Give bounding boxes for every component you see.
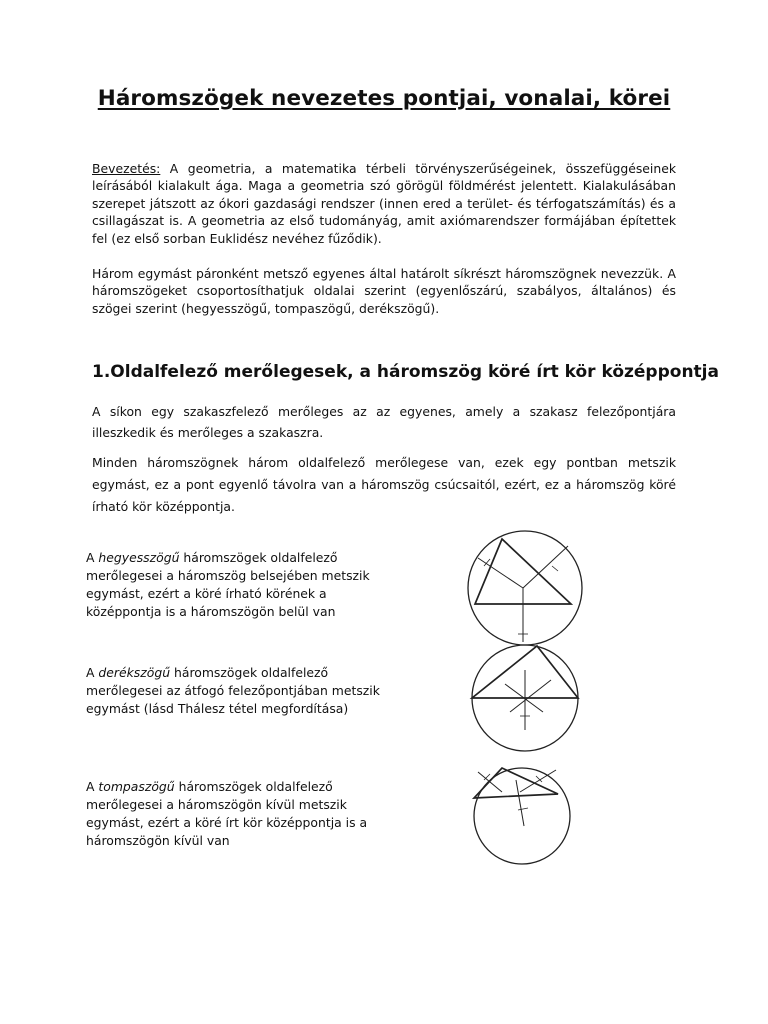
- page-title: Háromszögek nevezetes pontjai, vonalai, körei: [97, 86, 671, 111]
- bisector-line: [478, 558, 523, 588]
- obtuse-triangle-circumcircle-figure: [462, 762, 588, 866]
- circumcenter-paragraph: Minden háromszögnek három oldalfelező merőlegese van, ezek egy pontban metszik egymást, ez a pont egyenlő távolra van a háromszög csúcsaitól, ezért, ez a háromszög köré írható kör középpontja.: [92, 455, 676, 514]
- bisector-line: [516, 780, 524, 826]
- tick-mark: [552, 566, 558, 571]
- bisector-line: [510, 680, 551, 712]
- circumcircle: [468, 531, 582, 645]
- term-acute: hegyesszögű: [98, 550, 180, 565]
- right-triangle-circumcircle-figure: [465, 640, 585, 760]
- case-right-text: A derékszögű háromszögek oldalfelező merőlegesei az átfogó felezőpontjában metszik egymást (lásd Thálesz tétel megfordítása): [86, 665, 380, 716]
- definition-paragraph: Három egymást páronként metsző egyenes által határolt síkrészt háromszögnek nevezzük. A háromszögeket csoportosíthatjuk oldalai szerint (egyenlőszárú, szabályos, általános) és szögei szerint (hegyesszögű, tompaszögű, derékszögű).: [92, 266, 676, 316]
- intro-paragraph: [92, 160, 676, 247]
- section-heading: 1.Oldalfelező merőlegesek, a háromszög köré írt kör középpontja: [92, 362, 719, 382]
- case-obtuse-text: A tompaszögű háromszögek oldalfelező merőlegesei a háromszögön kívül metszik egymást, ezért a köré írt kör középpontja is a háromszögön kívül van: [86, 779, 368, 848]
- perpendicular-bisector-definition: A síkon egy szakaszfelező merőleges az az egyenes, amely a szakasz felezőpontjára illeszkedik és merőleges a szakaszra.: [92, 404, 676, 440]
- term-right: derékszögű: [98, 665, 171, 680]
- tick-mark: [518, 808, 528, 810]
- case-acute-text: A hegyesszögű háromszögek oldalfelező merőlegesei a háromszög belsejében metszik egymást, ezért a köré írható körének a középpontja is a háromszögön belül van: [86, 550, 370, 619]
- acute-triangle-circumcircle-figure: [460, 524, 590, 654]
- intro-text: A geometria, a matematika térbeli törvényszerűségeinek, összefüggéseinek leírásából kialakult ága. Maga a geometria szó görögül földmérést jelentett. Kialakulásában szerepet játszott az ókori gazdasági rendszer (innen ered a terület- és térfogatszámítás) és a csillagászat is. A geometria az első tudományág, amit axiómarendszer formájában építettek fel (ez első sorban Euklidész nevéhez fűződik).: [92, 161, 676, 246]
- bisector-line: [523, 546, 568, 588]
- bisector-line: [520, 770, 556, 792]
- term-obtuse: tompaszögű: [98, 779, 175, 794]
- intro-lead: Bevezetés:: [92, 161, 161, 176]
